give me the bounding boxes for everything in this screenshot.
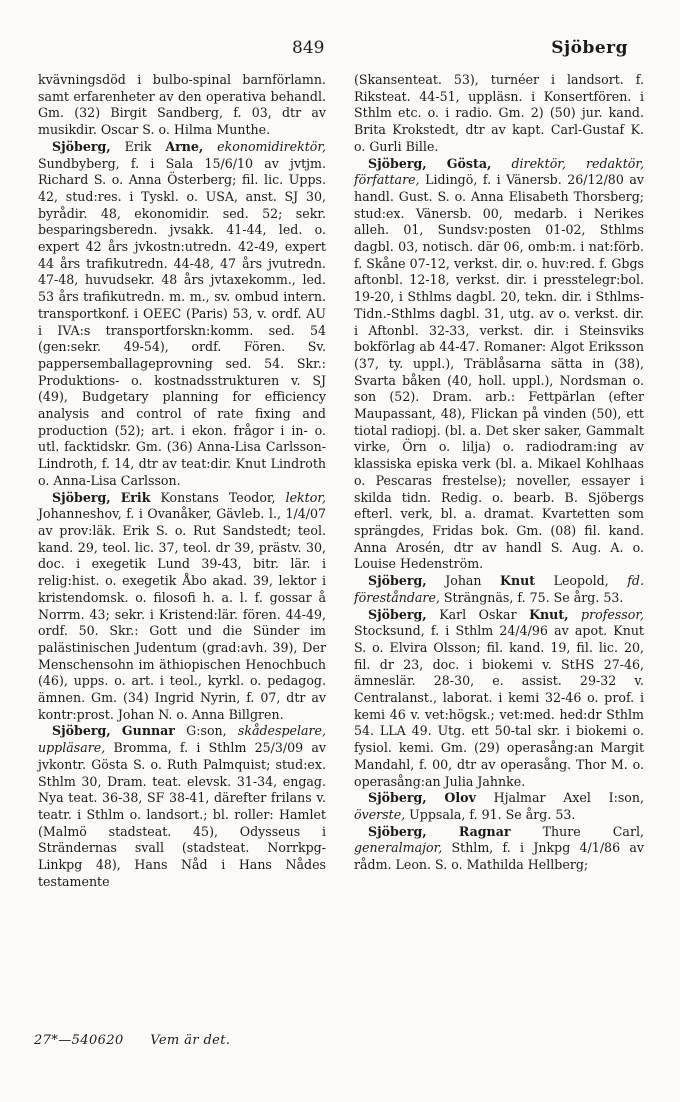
- entry-ragnar: [354, 824, 644, 874]
- entry-text: Sundbyberg, f. i Sala 15/6/10 av jvtjm. Richard S. o. Anna Österberg; fil. lic. Upps. 42, stud:res. i Tyskl. o. USA, anst. SJ 30, byrådir. 48, ekonomidir. sed. 52; sekr. besparingsberedn. jvsakk. 41-44, led. o. expert 42 års jvkostn:utredn. 42-49, expert 44 års trafikutredn. 44-48, 47 års jvutredn. 47-48, huvudsekr. 48 års jvtaxekomm., led. 53 års trafikutredn. m. m., sv. ombud intern. transportkonf. i OEEC (Paris) 53, v. ordf. AU i IVA:s transportforskn:komm. sed. 54 (gen:sekr. 49-54), ordf. Fören. Sv. pappersemballageprovning sed. 54. Skr.: Produktions- o. kostnadsstrukturen v. SJ (49), Budgetary planning for efficiency analysis and control of rate fixing and production (52); art. i ekon. frågor i in- o. utl. facktidskr. Gm. (36) Anna-Lisa Carlsson-Lindroth, f. 14, dtr av teat:dir. Knut Lindroth o. Anna-Lisa Carlsson.: [38, 155, 326, 488]
- running-head: Sjöberg: [551, 38, 628, 58]
- printer-signature: 27*—540620: [34, 1033, 124, 1048]
- entry-called-name: Olov: [444, 790, 476, 806]
- entry-text: Johanneshov, f. i Ovanåker, Gävleb. l., 1/4/07 av prov:läk. Erik S. o. Rut Sandstedt; teol. kand. 29, teol. lic. 37, teol. dr 39, prästv. 30, doc. i exegetik Lund 39-43, bitr. lär. i relig:hist. o. exegetik Åbo akad. 39, lektor i kristendomsk. o. filosofi h. a. l. f. gossar å Norrm. 43; sekr. i Kristend:lär. fören. 44-49, ordf. 50. Skr.: Gott und die Sünder im palästinischen Judentum (grad:avh. 39), Der Menschensohn im äthiopischen Henochbuch (46), upps. o. art. i teol., kyrkl. o. pedagog. ämnen. Gm. (34) Ingrid Nyrin, f. 07, dtr av kontr:prost. Johan N. o. Anna Billgren.: [38, 506, 326, 722]
- entry-given-name: Konstans Teodor,: [160, 489, 276, 505]
- entry-called-name: Gunnar: [121, 723, 175, 739]
- entry-surname: Sjöberg,: [368, 606, 427, 622]
- entry-text: Strängnäs, f. 75. Se årg. 53.: [443, 589, 624, 605]
- catchword: Vem är det.: [150, 1033, 231, 1048]
- entry-olov: [354, 790, 644, 823]
- entry-gosta: [354, 156, 644, 574]
- entry-occupation: skådespelare, uppläsare,: [38, 723, 326, 756]
- entry-text: Stocksund, f. i Sthlm 24/4/96 av apot. Knut S. o. Elvira Olsson; fil. kand. 19, fil. lic. 20, fil. dr 23, doc. i biokemi v. StHS 27-46, ämneslär. 28-30, e. assist. 29-32 v. Centralanst., laborat. i kemi 32-46 o. prof. i kemi 46 v. vet:högsk.; vet:med. hed:dr Sthlm 54. LLA 49. Utg. ett 50-tal skr. i biokemi o. fysiol. kemi. Gm. (29) operasång:an Margit Mandahl, f. 00, dtr av operasång. Thor M. o. operasång:an Julia Jahnke.: [354, 623, 644, 789]
- entry-occupation: ekonomidirektör,: [217, 138, 326, 154]
- entry-called-name: Gösta,: [446, 155, 492, 171]
- entry-text: Bromma, f. i Sthlm 25/3/09 av jvkontr. Gösta S. o. Ruth Palmquist; stud:ex. Sthlm 30, Dram. teat. elevsk. 31-34, engag. Nya teat. 36-38, SF 38-41, därefter frilans v. teatr. i Sthlm o. landsort.; bl. roller: Hamlet (Malmö stadsteat. 45), Odysseus i Strändernas svall (stadsteat. Norrkpg-Linkpg 48), Hans Nåd i Hans Nådes testamente: [38, 740, 326, 889]
- entry-erik-konstans: [38, 490, 326, 724]
- page-header: [0, 38, 680, 62]
- entry-surname: Sjöberg,: [368, 823, 427, 839]
- entry-surname: Sjöberg,: [52, 138, 111, 154]
- entry-given-name: Hjalmar Axel I:son,: [493, 790, 644, 806]
- continued-entry: (Skansenteat. 53), turnéer i landsort. f. Riksteat. 44-51, uppläsn. i Konsertfören. i Sthlm etc. o. i radio. Gm. 2) (50) jur. kand. Brita Krokstedt, dtr av kapt. Carl-Gustaf K. o. Gurli Bille.: [354, 72, 644, 154]
- entry-given-name-post: Leopold,: [553, 573, 609, 589]
- entry-text: Uppsala, f. 91. Se årg. 53.: [409, 806, 576, 822]
- entry-called-name: Knut: [500, 573, 536, 589]
- entry-surname: Sjöberg,: [368, 155, 427, 171]
- entry-given-name: Erik: [124, 138, 152, 154]
- entry-given-name: Thure Carl,: [542, 823, 644, 839]
- entry-erik-arne: [38, 139, 326, 490]
- continued-entry: kvävningsdöd i bulbo-spinal barnförlamn. samt erfarenheter av den operativa behandl. Gm. (32) Birgit Sandberg, f. 03, dtr av musikdir. Oscar S. o. Hilma Munthe.: [38, 72, 326, 138]
- entry-surname: Sjöberg,: [52, 723, 111, 739]
- right-column: [354, 72, 644, 874]
- entry-karl-oskar-knut: [354, 607, 644, 791]
- entry-given-name: G:son,: [186, 723, 227, 739]
- entry-given-name: Karl Oskar: [439, 606, 517, 622]
- entry-called-name: Knut,: [529, 606, 569, 622]
- page-number: 849: [292, 38, 325, 58]
- entry-text: Sthlm, f. i Jnkpg 4/1/86 av rådm. Leon. S. o. Mathilda Hellberg;: [354, 840, 644, 873]
- entry-occupation: direktör, redaktör, författare,: [354, 155, 644, 188]
- page-footer: [34, 1033, 230, 1048]
- entry-occupation: professor,: [581, 606, 644, 622]
- entry-occupation: generalmajor,: [354, 840, 443, 856]
- entry-called-name: Ragnar: [458, 823, 511, 839]
- entry-surname: Sjöberg,: [368, 573, 427, 589]
- entry-surname: Sjöberg,: [52, 489, 111, 505]
- entry-occupation: fd. föreståndare,: [354, 573, 644, 605]
- entry-occupation: överste,: [354, 806, 406, 822]
- entry-johan-knut: [354, 573, 644, 606]
- left-column: [38, 72, 326, 890]
- entry-called-name: Erik: [120, 489, 151, 505]
- entry-surname: Sjöberg,: [368, 790, 427, 806]
- entry-called-name: Arne,: [165, 138, 204, 154]
- entry-occupation: lektor,: [285, 489, 326, 505]
- entry-text: Lidingö, f. i Vänersb. 26/12/80 av handl. Gust. S. o. Anna Elisabeth Thorsberg; stud:ex. Vänersb. 00, medarb. i Nerikes alleh. 01, Sundsv:posten 01-02, Sthlms dagbl. 03, notisch. där 06, omb:m. i nat:förb. f. Skåne 07-12, verkst. dir. o. huv:red. f. Gbgs aftonbl. 12-18, verkst. dir. i presstelegr:bol. 19-20, i Sthlms dagbl. 20, tekn. dir. i Sthlms-Tidn.-Sthlms dagbl. 31, utg. av o. verkst. dir. i Aftonbl. 32-33, verkst. dir. i Steinsviks bokförlag ab 44-47. Romaner: Algot Eriksson (37, ty. uppl.), Träblåsarna sätta in (38), Svarta båken (40, holl. uppl.), Nordsman o. son (52). Dram. arb.: Fettpärlan (efter Maupassant, 48), Flickan på vinden (50), ett tiotal radiopj. (bl. a. Det sker saker, Gammalt virke, Örn o. lilja) o. radiodram:ing av klassiska episka verk (bl. a. Mikael Kohlhaas o. Pescaras frestelse); noveller, essayer i skilda tidn. Redig. o. bearb. B. Sjöbergs efterl. verk, bl. a. dramat. Kvartetten som sprängdes, Fridas bok. Gm. (08) fil. kand. Anna Arosén, dtr av handl S. Aug. A. o. Louise Hedenström.: [354, 172, 644, 572]
- entry-given-name: Johan: [445, 573, 482, 589]
- entry-gunnar: [38, 723, 326, 890]
